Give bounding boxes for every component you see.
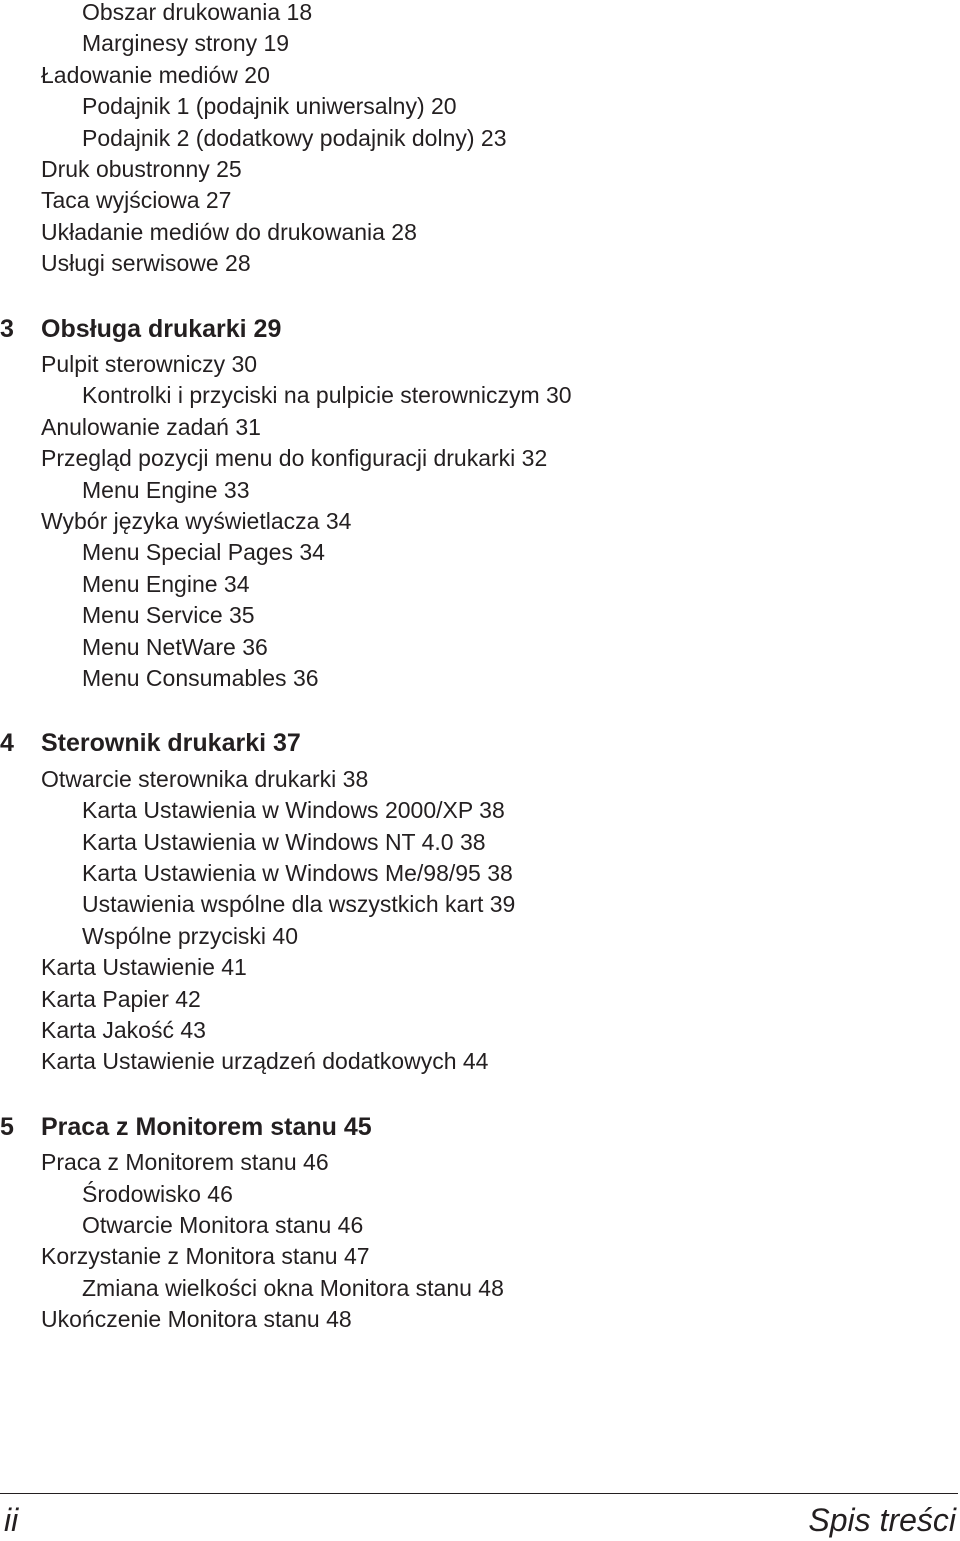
toc-subentry: Marginesy strony 19 [82,30,290,57]
toc-entry: Usługi serwisowe 28 [41,250,251,277]
toc-entry: Ładowanie mediów 20 [41,61,270,88]
toc-subentry: Menu Engine 34 [82,570,250,597]
chapter-number: 5 [0,1112,14,1141]
toc-entry: Druk obustronny 25 [41,156,242,182]
chapter-title: Obsługa drukarki 29 [41,314,282,343]
toc-entry: Praca z Monitorem stanu 46 [41,1149,329,1176]
toc-subentry: Zmiana wielkości okna Monitora stanu 48 [82,1274,504,1301]
toc-chapter-heading [0,1113,372,1141]
toc-subentry: Środowisko 46 [82,1180,233,1207]
toc-entry: Karta Papier 42 [41,985,201,1012]
footer-section-title: Spis treści [808,1502,956,1538]
chapter-title: Praca z Monitorem stanu 45 [41,1112,372,1141]
toc-subentry: Wspólne przyciski 40 [82,922,299,949]
toc-entry: Ukończenie Monitora stanu 48 [41,1306,352,1333]
footer-divider [0,1493,958,1494]
toc-entry: Taca wyjściowa 27 [41,187,232,214]
toc-entry: Karta Ustawienie 41 [41,954,247,981]
toc-subentry: Karta Ustawienia w Windows Me/98/95 38 [82,860,513,886]
toc-subentry: Menu Consumables 36 [82,665,319,691]
toc-entry: Przegląd pozycji menu do konfiguracji drukarki 32 [41,445,548,472]
toc-chapter-heading [0,315,281,343]
toc-chapter-heading [0,729,301,757]
footer-page-number: ii [4,1502,19,1538]
toc-entry: Karta Ustawienie urządzeń dodatkowych 44 [41,1048,489,1075]
toc-subentry: Kontrolki i przyciski na pulpicie sterowniczym 30 [82,382,572,409]
toc-subentry: Menu Engine 33 [82,476,250,503]
toc-entry: Układanie mediów do drukowania 28 [41,218,417,245]
toc-entry: Wybór języka wyświetlacza 34 [41,508,352,534]
toc-entry: Korzystanie z Monitora stanu 47 [41,1243,370,1270]
chapter-number: 4 [0,729,14,758]
toc-entry: Anulowanie zadań 31 [41,413,261,440]
toc-entry: Pulpit sterowniczy 30 [41,351,258,377]
toc-subentry: Ustawienia wspólne dla wszystkich kart 39 [82,891,516,918]
toc-subentry: Menu NetWare 36 [82,633,268,660]
toc-subentry: Podajnik 1 (podajnik uniwersalny) 20 [82,93,457,120]
toc-subentry: Menu Service 35 [82,602,255,629]
chapter-title: Sterownik drukarki 37 [41,729,301,758]
toc-subentry: Otwarcie Monitora stanu 46 [82,1212,364,1238]
toc-subentry: Karta Ustawienia w Windows NT 4.0 38 [82,828,486,855]
toc-subentry: Menu Special Pages 34 [82,539,325,566]
toc-entry: Otwarcie sterownika drukarki 38 [41,765,369,792]
chapter-number: 3 [0,314,14,343]
toc-subentry: Obszar drukowania 18 [82,0,313,25]
toc-subentry: Podajnik 2 (dodatkowy podajnik dolny) 23 [82,124,507,151]
toc-entry: Karta Jakość 43 [41,1017,206,1043]
toc-subentry: Karta Ustawienia w Windows 2000/XP 38 [82,797,505,824]
